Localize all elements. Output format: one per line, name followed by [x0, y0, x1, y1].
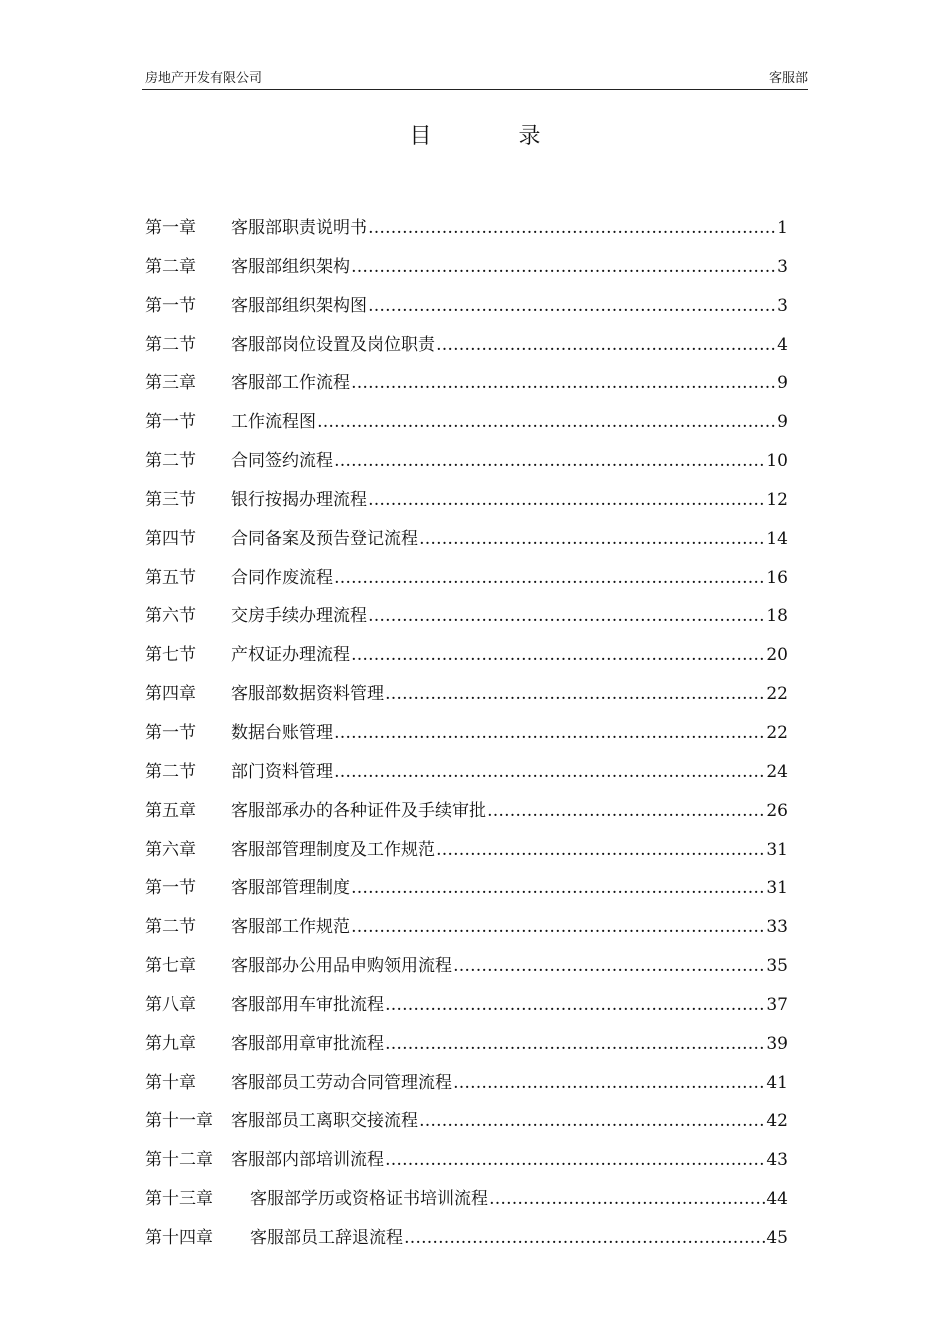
toc-leader-dots: [453, 954, 765, 978]
toc-leader-dots: [351, 371, 776, 395]
toc-entry[interactable]: [145, 993, 788, 1032]
company-name: 房地产开发有限公司: [145, 71, 263, 86]
toc-entry[interactable]: [145, 371, 788, 410]
toc-entry[interactable]: [145, 643, 788, 682]
toc-entry-label: 第六章: [145, 839, 196, 860]
toc-entry-title: 客服部办公用品申购领用流程: [231, 956, 452, 977]
toc-leader-dots: [385, 1148, 765, 1172]
toc-entry[interactable]: [145, 488, 788, 527]
toc-entry-label: 第二节: [145, 451, 196, 472]
toc-entry-label: 第一节: [145, 295, 196, 316]
toc-leader-dots: [334, 449, 765, 473]
toc-entry[interactable]: [145, 604, 788, 643]
toc-leader-dots: [368, 216, 776, 240]
toc-entry-title: 客服部内部培训流程: [231, 1150, 384, 1171]
toc-entry-title: 交房手续办理流程: [231, 606, 367, 627]
toc-entry-page: 43: [766, 1150, 788, 1171]
toc-entry-title: 客服部数据资料管理: [231, 684, 384, 705]
toc-entry-title: 客服部工作规范: [231, 917, 350, 938]
toc-entry-page: 9: [777, 412, 788, 433]
toc-entry-title: 客服部员工劳动合同管理流程: [231, 1072, 452, 1093]
department-name: 客服部: [768, 71, 808, 86]
toc-entry-title: 客服部管理制度: [231, 878, 350, 899]
toc-entry-page: 35: [766, 956, 788, 977]
toc-leader-dots: [351, 876, 765, 900]
toc-entry-title: 客服部组织架构图: [231, 295, 367, 316]
table-of-contents: [145, 216, 788, 1265]
toc-leader-dots: [453, 1071, 765, 1095]
toc-entry-title: 合同签约流程: [231, 451, 333, 472]
toc-leader-dots: [436, 838, 765, 862]
toc-entry-label: 第七章: [145, 956, 196, 977]
toc-entry-page: 16: [766, 567, 788, 588]
toc-entry-page: 37: [766, 994, 788, 1015]
toc-entry-page: 41: [766, 1072, 788, 1093]
toc-entry[interactable]: [145, 410, 788, 449]
toc-entry[interactable]: [145, 838, 788, 877]
toc-entry-title: 客服部岗位设置及岗位职责: [231, 334, 435, 355]
toc-entry[interactable]: [145, 915, 788, 954]
toc-entry-title: 客服部管理制度及工作规范: [231, 839, 435, 860]
toc-entry-title: 产权证办理流程: [231, 645, 350, 666]
toc-leader-dots: [351, 643, 765, 667]
toc-entry[interactable]: [145, 527, 788, 566]
toc-entry-label: 第三章: [145, 373, 196, 394]
toc-entry-page: 22: [766, 684, 788, 705]
toc-leader-dots: [351, 915, 765, 939]
toc-entry-label: 第二节: [145, 334, 196, 355]
toc-leader-dots: [385, 1032, 765, 1056]
toc-entry-title: 客服部员工离职交接流程: [231, 1111, 418, 1132]
toc-entry-title: 客服部承办的各种证件及手续审批: [231, 800, 486, 821]
toc-entry[interactable]: [145, 1032, 788, 1071]
toc-entry-page: 3: [777, 256, 788, 277]
toc-entry-page: 31: [766, 839, 788, 860]
toc-leader-dots: [351, 255, 776, 279]
toc-leader-dots: [487, 799, 765, 823]
toc-entry-page: 26: [766, 800, 788, 821]
toc-entry-label: 第十一章: [145, 1111, 213, 1132]
toc-entry-label: 第一节: [145, 878, 196, 899]
toc-leader-dots: [385, 682, 765, 706]
toc-leader-dots: [368, 488, 765, 512]
toc-entry-page: 45: [766, 1227, 788, 1248]
toc-entry-page: 44: [766, 1189, 788, 1210]
toc-entry-label: 第八章: [145, 994, 196, 1015]
toc-entry-page: 31: [766, 878, 788, 899]
toc-leader-dots: [404, 1226, 765, 1250]
toc-leader-dots: [334, 760, 765, 784]
toc-entry-title: 客服部组织架构: [231, 256, 350, 277]
toc-entry-label: 第七节: [145, 645, 196, 666]
toc-entry-label: 第一章: [145, 218, 196, 238]
toc-entry-label: 第十四章: [145, 1227, 213, 1248]
toc-leader-dots: [436, 333, 776, 357]
toc-entry-title: 客服部学历或资格证书培训流程: [250, 1189, 488, 1210]
toc-entry[interactable]: [145, 333, 788, 372]
toc-entry[interactable]: [145, 255, 788, 294]
toc-entry-label: 第五章: [145, 800, 196, 821]
toc-leader-dots: [419, 1109, 765, 1133]
toc-entry-title: 客服部用车审批流程: [231, 994, 384, 1015]
toc-entry-page: 10: [766, 451, 788, 472]
toc-entry-title: 客服部工作流程: [231, 373, 350, 394]
toc-entry-page: 20: [766, 645, 788, 666]
toc-entry[interactable]: [145, 954, 788, 993]
toc-entry[interactable]: [145, 1226, 788, 1265]
toc-entry-page: 3: [777, 295, 788, 316]
toc-entry-page: 39: [766, 1033, 788, 1054]
toc-entry[interactable]: [145, 294, 788, 333]
toc-entry-label: 第二节: [145, 917, 196, 938]
toc-leader-dots: [385, 993, 765, 1017]
page-header: [142, 71, 808, 90]
toc-entry-label: 第四章: [145, 684, 196, 705]
toc-entry-label: 第二章: [145, 256, 196, 277]
toc-entry[interactable]: [145, 876, 788, 915]
toc-entry[interactable]: [145, 1187, 788, 1226]
toc-entry-page: 1: [777, 218, 788, 238]
toc-entry-label: 第一节: [145, 412, 196, 433]
toc-entry-label: 第十章: [145, 1072, 196, 1093]
page-title: 目 录: [409, 124, 581, 149]
toc-entry-label: 第十三章: [145, 1189, 213, 1210]
toc-entry[interactable]: [145, 449, 788, 488]
toc-entry[interactable]: [145, 799, 788, 838]
toc-entry-title: 客服部员工辞退流程: [250, 1227, 403, 1248]
toc-leader-dots: [334, 566, 765, 590]
toc-entry-page: 42: [766, 1111, 788, 1132]
toc-entry[interactable]: [145, 1109, 788, 1148]
toc-entry[interactable]: [145, 1071, 788, 1110]
toc-leader-dots: [368, 294, 776, 318]
toc-leader-dots: [317, 410, 776, 434]
toc-entry-label: 第九章: [145, 1033, 196, 1054]
toc-entry-label: 第十二章: [145, 1150, 213, 1171]
toc-entry-label: 第五节: [145, 567, 196, 588]
toc-leader-dots: [489, 1187, 765, 1211]
toc-entry[interactable]: [145, 216, 788, 255]
toc-leader-dots: [368, 604, 765, 628]
toc-entry-title: 部门资料管理: [231, 761, 333, 782]
toc-entry-title: 工作流程图: [231, 412, 316, 433]
toc-entry[interactable]: [145, 721, 788, 760]
toc-entry-page: 14: [766, 528, 788, 549]
toc-entry-title: 客服部用章审批流程: [231, 1033, 384, 1054]
toc-entry-page: 24: [766, 761, 788, 782]
toc-entry-label: 第六节: [145, 606, 196, 627]
toc-leader-dots: [334, 721, 765, 745]
toc-entry-title: 银行按揭办理流程: [231, 489, 367, 510]
toc-entry[interactable]: [145, 1148, 788, 1187]
toc-entry-page: 33: [766, 917, 788, 938]
toc-entry[interactable]: [145, 566, 788, 605]
toc-entry-title: 合同备案及预告登记流程: [231, 528, 418, 549]
toc-entry-title: 合同作废流程: [231, 567, 333, 588]
toc-entry-title: 客服部职责说明书: [231, 218, 367, 238]
toc-entry-page: 18: [766, 606, 788, 627]
toc-entry-label: 第四节: [145, 528, 196, 549]
toc-entry-label: 第二节: [145, 761, 196, 782]
toc-entry-label: 第三节: [145, 489, 196, 510]
toc-entry-page: 4: [777, 334, 788, 355]
toc-entry-title: 数据台账管理: [231, 722, 333, 743]
toc-entry-label: 第一节: [145, 722, 196, 743]
toc-entry-page: 12: [766, 489, 788, 510]
toc-entry-page: 9: [777, 373, 788, 394]
toc-entry-page: 22: [766, 722, 788, 743]
toc-entry[interactable]: [145, 682, 788, 721]
toc-entry[interactable]: [145, 760, 788, 799]
toc-leader-dots: [419, 527, 765, 551]
